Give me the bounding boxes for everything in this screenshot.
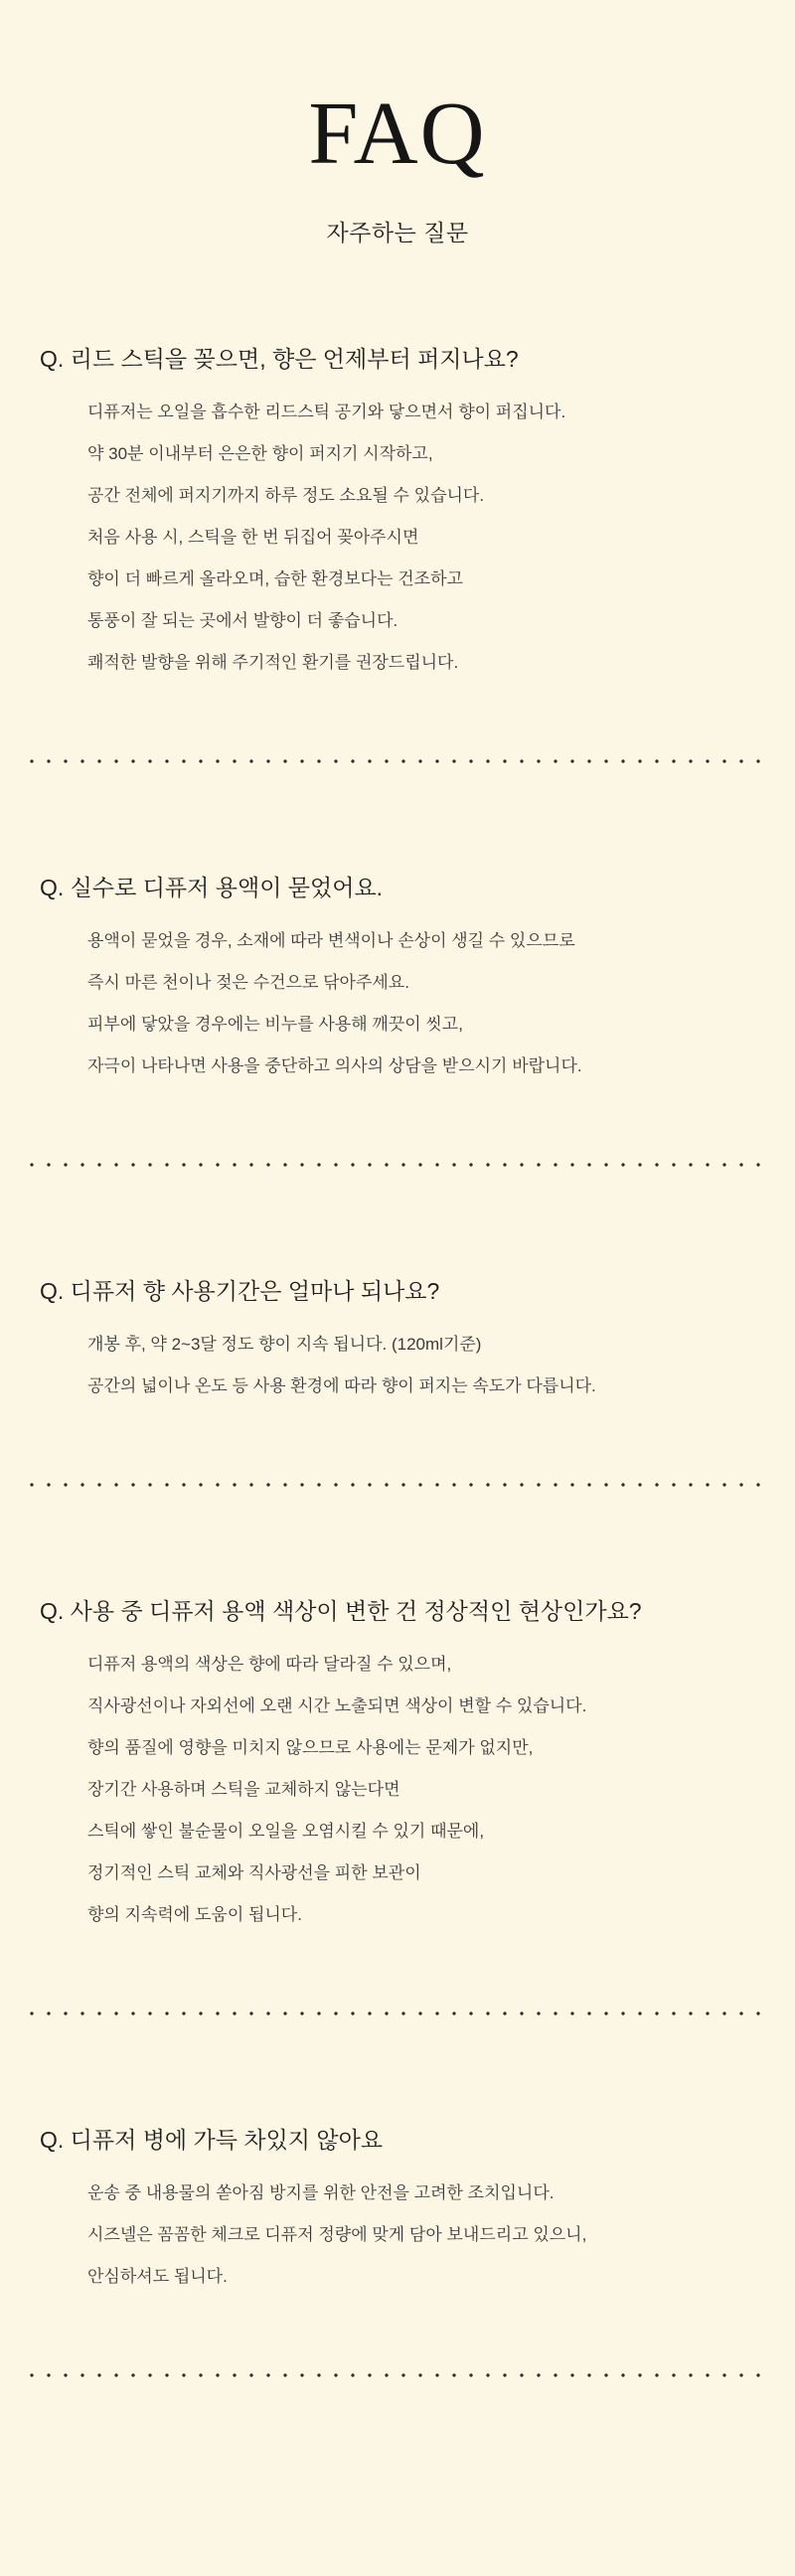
faq-answers	[87, 1644, 755, 1936]
faq-answer-line: 즉시 마른 천이나 젖은 수건으로 닦아주세요.	[87, 973, 409, 992]
dotted-separator	[30, 2373, 765, 2377]
faq-answer-line: 장기간 사용하며 스틱을 교체하지 않는다면	[87, 1780, 400, 1799]
faq-answer-line: 공간의 넓이나 온도 등 사용 환경에 따라 향이 퍼지는 속도가 다릅니다.	[87, 1376, 596, 1395]
faq-answer-line: 공간 전체에 퍼지기까지 하루 정도 소요될 수 있습니다.	[87, 486, 485, 505]
faq-question: Q. 실수로 디퓨저 용액이 묻었어요.	[40, 875, 384, 900]
page-subtitle: 자주하는 질문	[326, 220, 469, 245]
dotted-separator	[30, 759, 765, 763]
faq-item	[0, 1276, 795, 1487]
faq-item	[0, 2125, 795, 2377]
faq-answer-line: 정기적인 스틱 교체와 직사광선을 피한 보관이	[87, 1863, 421, 1882]
faq-item	[0, 344, 795, 763]
faq-answer-line: 용액이 묻었을 경우, 소재에 따라 변색이나 손상이 생길 수 있으므로	[87, 931, 575, 950]
faq-list	[0, 344, 795, 2377]
faq-answer-line: 운송 중 내용물의 쏟아짐 방지를 위한 안전을 고려한 조치입니다.	[87, 2183, 555, 2202]
faq-answer-line: 통풍이 잘 되는 곳에서 발향이 더 좋습니다.	[87, 611, 398, 630]
faq-answer-line: 자극이 나타나면 사용을 중단하고 의사의 상담을 받으시기 바랍니다.	[87, 1056, 582, 1075]
faq-answer-line: 향의 지속력에 도움이 됩니다.	[87, 1905, 302, 1924]
faq-answer-line: 향이 더 빠르게 올라오며, 습한 환경보다는 건조하고	[87, 569, 463, 588]
dotted-separator	[30, 1163, 765, 1167]
faq-answer-line: 약 30분 이내부터 은은한 향이 퍼지기 시작하고,	[87, 444, 433, 463]
faq-question: Q. 디퓨저 병에 가득 차있지 않아요	[40, 2127, 384, 2153]
dotted-separator	[30, 1483, 765, 1487]
faq-answer-line: 향의 품질에 영향을 미치지 않으므로 사용에는 문제가 없지만,	[87, 1738, 534, 1757]
faq-answer-line: 개봉 후, 약 2~3달 정도 향이 지속 됩니다. (120ml기준)	[87, 1335, 482, 1354]
faq-question: Q. 디퓨저 향 사용기간은 얼마나 되나요?	[40, 1278, 440, 1304]
faq-answers	[87, 1324, 755, 1407]
faq-answer-line: 안심하셔도 됩니다.	[87, 2267, 228, 2286]
faq-answers	[87, 920, 755, 1087]
faq-answer-line: 처음 사용 시, 스틱을 한 번 뒤집어 꽂아주시면	[87, 528, 419, 547]
faq-item	[0, 1596, 795, 2015]
dotted-separator	[30, 2012, 765, 2015]
faq-item	[0, 873, 795, 1167]
faq-answer-line: 시즈넬은 꼼꼼한 체크로 디퓨저 정량에 맞게 담아 보내드리고 있으니,	[87, 2225, 587, 2244]
faq-answer-line: 스틱에 쌓인 불순물이 오일을 오염시킬 수 있기 때문에,	[87, 1822, 485, 1841]
faq-question: Q. 리드 스틱을 꽂으면, 향은 언제부터 퍼지나요?	[40, 346, 519, 372]
faq-answer-line: 쾌적한 발향을 위해 주기적인 환기를 권장드립니다.	[87, 653, 459, 672]
faq-answer-line: 디퓨저는 오일을 흡수한 리드스틱 공기와 닿으면서 향이 퍼집니다.	[87, 402, 566, 421]
faq-question: Q. 사용 중 디퓨저 용액 색상이 변한 건 정상적인 현상인가요?	[40, 1598, 642, 1624]
faq-answers	[87, 2173, 755, 2298]
faq-answers	[87, 392, 755, 684]
page-title: FAQ	[308, 84, 487, 183]
faq-answer-line: 디퓨저 용액의 색상은 향에 따라 달라질 수 있으며,	[87, 1655, 452, 1674]
faq-answer-line: 직사광선이나 자외선에 오랜 시간 노출되면 색상이 변할 수 있습니다.	[87, 1696, 587, 1715]
faq-answer-line: 피부에 닿았을 경우에는 비누를 사용해 깨끗이 씻고,	[87, 1015, 463, 1034]
